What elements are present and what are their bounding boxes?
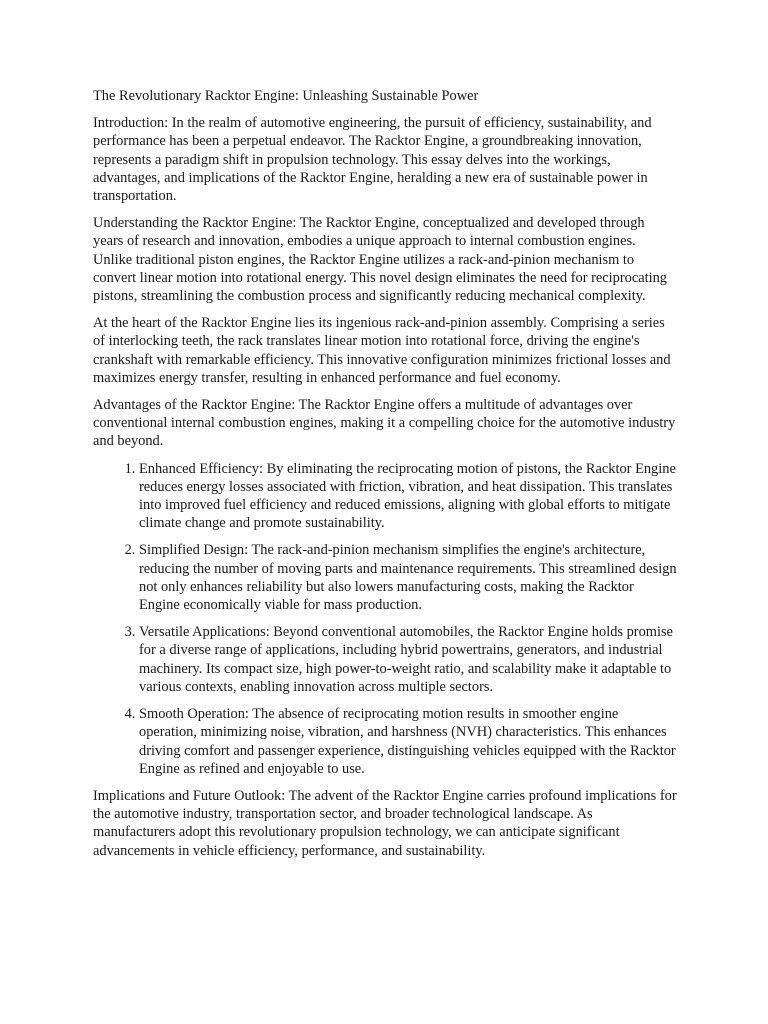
list-item: 1. Enhanced Efficiency: By eliminating the reciprocating motion of pistons, the Racktor Engine reduces energy losses associated with friction, vibration, and heat dissipation. This translates into improved fuel efficiency and reduced emissions, aligning with global efforts to mitigate climate change and promote sustainability. [139, 460, 678, 533]
paragraph-introduction: Introduction: In the realm of automotive engineering, the pursuit of efficiency, sustainability, and performance has been a perpetual endeavor. The Racktor Engine, a groundbreaking innovation, represents a paradigm shift in propulsion technology. This essay delves into the workings, advantages, and implications of the Racktor Engine, heralding a new era of sustainable power in transportation. [93, 115, 652, 205]
paragraph-advantages-intro: Advantages of the Racktor Engine: The Racktor Engine offers a multitude of advantages over conventional internal combustion engines, making it a compelling choice for the automotive industry and beyond. [93, 397, 676, 450]
document-page [93, 87, 678, 869]
list-item: 2. Simplified Design: The rack-and-pinion mechanism simplifies the engine's architecture, reducing the number of moving parts and maintenance requirements. This streamlined design not only enhances reliability but also lowers manufacturing costs, making the Racktor Engine economically viable for mass production. [139, 541, 678, 614]
list-item: 4. Smooth Operation: The absence of reciprocating motion results in smoother engine operation, minimizing noise, vibration, and harshness (NVH) characteristics. This enhances driving comfort and passenger experience, distinguishing vehicles equipped with the Racktor Engine as refined and enjoyable to use. [139, 705, 678, 778]
document-title: The Revolutionary Racktor Engine: Unleashing Sustainable Power [93, 88, 479, 104]
advantages-list [93, 460, 678, 778]
list-item: 3. Versatile Applications: Beyond conventional automobiles, the Racktor Engine holds promise for a diverse range of applications, including hybrid powertrains, generators, and industrial machinery. Its compact size, high power-to-weight ratio, and scalability make it adaptable to various contexts, enabling innovation across multiple sectors. [139, 623, 678, 696]
paragraph-conclusion: Implications and Future Outlook: The advent of the Racktor Engine carries profound implications for the automotive industry, transportation sector, and broader technological landscape. As manufacturers adopt this revolutionary propulsion technology, we can anticipate significant advancements in vehicle efficiency, performance, and sustainability. [93, 787, 677, 859]
paragraph-understanding: Understanding the Racktor Engine: The Racktor Engine, conceptualized and developed through years of research and innovation, embodies a unique approach to internal combustion engines. Unlike traditional piston engines, the Racktor Engine utilizes a rack-and-pinion mechanism to convert linear motion into rotational energy. This novel design eliminates the need for reciprocating pistons, streamlining the combustion process and significantly reducing mechanical complexity. [93, 215, 667, 305]
paragraph-rack-and-pinion: At the heart of the Racktor Engine lies its ingenious rack-and-pinion assembly. Comprising a series of interlocking teeth, the rack translates linear motion into rotational force, driving the engine's crankshaft with remarkable efficiency. This innovative configuration minimizes frictional losses and maximizes energy transfer, resulting in enhanced performance and fuel economy. [93, 315, 671, 386]
